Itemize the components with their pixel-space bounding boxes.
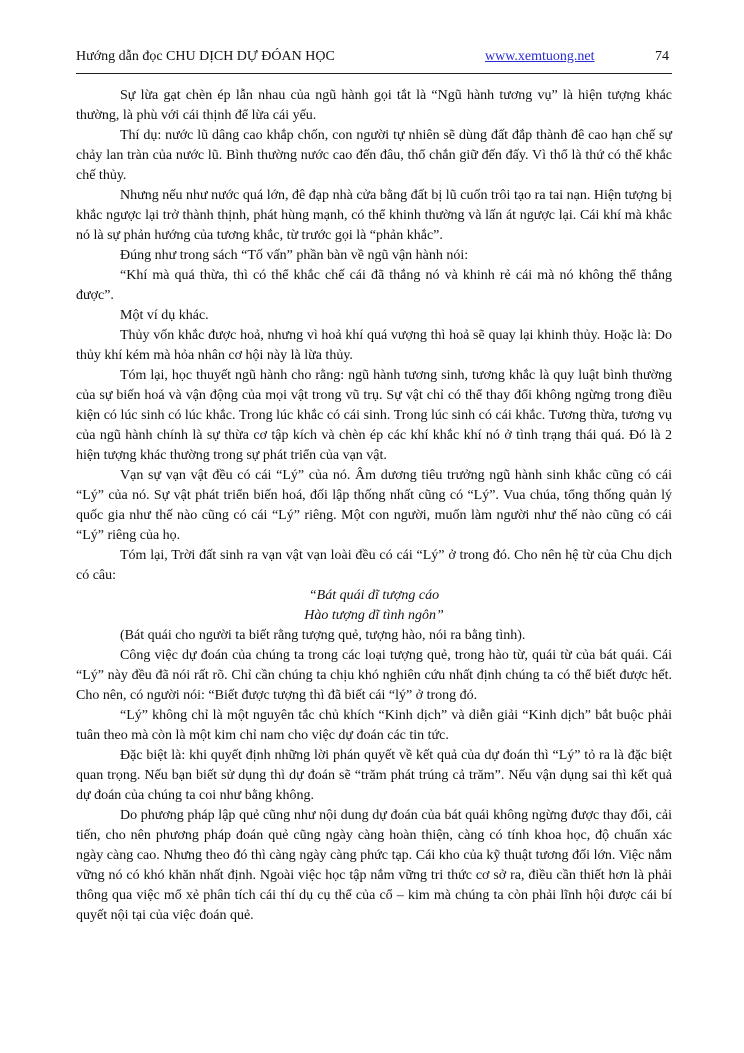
header-title: Hướng dẫn đọc CHU DỊCH DỰ ĐÓAN HỌC xyxy=(76,49,335,64)
paragraph: Tóm lại, học thuyết ngũ hành cho rằng: ngũ hành tương sinh, tương khắc là quy luật bình thường của sự biến hoá và vận động của mọi vật trong vũ trụ. Sự vật chỉ có thể thay đổi không ngừng trong điều kiện có lúc sinh có lúc khắc. Trong lúc khắc có cái sinh. Trong lúc sinh có cái khắc. Tương thừa, tương vụ của ngũ hành chính là sự thừa cơ tập kích và chèn ép các khí khắc khí nó ở tình trạng thái quá. Đó là 2 hiện tượng khác thường trong sự phát triển của vạn vật. xyxy=(76,368,672,463)
document-page xyxy=(76,0,672,1053)
page-number: 74 xyxy=(655,49,669,64)
paragraph: “Lý” không chỉ là một nguyên tắc chủ khích “Kinh dịch” và diễn giải “Kinh dịch” bắt buộc phải tuân theo mà còn là một kim chỉ nam cho việc dự đoán các tin tức. xyxy=(76,708,672,743)
paragraph: Một ví dụ khác. xyxy=(120,308,209,323)
paragraph: Thí dụ: nước lũ dâng cao khắp chốn, con người tự nhiên sẽ dùng đất đắp thành đê cao hạn chế sự chảy lan tràn của nước lũ. Bình thường nước cao đến đâu, thổ chắn giữ đến đấy. Vì thổ là thứ có thể khắc chế thủy. xyxy=(76,128,672,183)
quote-line: Hào tượng dĩ tình ngôn” xyxy=(304,608,444,623)
page-header xyxy=(76,48,672,68)
quote-line: “Bát quái dĩ tượng cáo xyxy=(308,588,440,603)
paragraph: Thủy vốn khắc được hoả, nhưng vì hoả khí quá vượng thì hoả sẽ quay lại khinh thủy. Hoặc là: Do thủy khí kém mà hỏa nhân cơ hội này là lừa thủy. xyxy=(76,328,672,363)
paragraph: (Bát quái cho người ta biết rằng tượng quẻ, tượng hào, nói ra bằng tình). xyxy=(120,628,526,643)
website-link[interactable]: www.xemtuong.net xyxy=(485,49,595,64)
header-divider xyxy=(76,73,672,74)
paragraph: Đặc biệt là: khi quyết định những lời phán quyết về kết quả của dự đoán thì “Lý” tỏ ra là đặc biệt quan trọng. Nếu bạn biết sử dụng thì dự đoán sẽ “trăm phát trúng cả trăm”. Nếu vận dụng sai thì kết quả dự đoán của chúng ta coi như bằng không. xyxy=(76,748,672,803)
paragraph: Do phương pháp lập quẻ cũng như nội dung dự đoán của bát quái không ngừng được thay đổi, cải tiến, cho nên phương pháp đoán quẻ cũng ngày càng hoàn thiện, càng có tính khoa học, độ chuẩn xác ngày càng cao. Nhưng theo đó thì càng ngày càng phức tạp. Cái kho của kỹ thuật tương đối lớn. Việc nắm vững nó có khó khăn nhất định. Ngoài việc học tập nắm vững tri thức cơ sở ra, điều cần thiết hơn là phải thông qua việc mổ xẻ phân tích cái thí dụ cụ thể của cổ – kim mà chúng ta còn phải lĩnh hội được cái bí quyết nội tại của việc đoán quẻ. xyxy=(76,808,672,923)
paragraph: Đúng như trong sách “Tố vấn” phần bàn về ngũ vận hành nói: xyxy=(120,248,469,263)
paragraph: Nhưng nếu như nước quá lớn, đê đạp nhà cửa bằng đất bị lũ cuốn trôi tạo ra tai nạn. Hiện tượng bị khắc ngược lại trở thành thịnh, phát hùng mạnh, có thể khinh thường và lấn át ngược lại. Cái khí mà khắc nó là sự phản hướng của tương khắc, từ trước gọi là “phản khắc”. xyxy=(76,188,672,243)
paragraph: Công việc dự đoán của chúng ta trong các loại tượng quẻ, trong hào từ, quái từ của bát quái. Cái “Lý” này đều đã nói rất rõ. Chỉ cần chúng ta chịu khó nghiên cứu nhất định chúng ta có thể biết được hết. Cho nên, có người nói: “Biết được tượng thì đã biết cái “lý” ở trong đó. xyxy=(76,648,672,703)
paragraph: Sự lừa gạt chèn ép lẫn nhau của ngũ hành gọi tắt là “Ngũ hành tương vụ” là hiện tượng khác thường, là phù với cái thịnh để lừa cái yếu. xyxy=(76,88,672,123)
paragraph: Vạn sự vạn vật đều có cái “Lý” của nó. Âm dương tiêu trưởng ngũ hành sinh khắc cũng có cái “Lý” của nó. Sự vật phát triển biến hoá, đối lập thống nhất cũng có “Lý”. Vua chúa, tổng thống quản lý quốc gia như thế nào cũng có cái “Lý” riêng. Một con người, muốn làm người như thế nào cũng có cái “Lý” riêng của họ. xyxy=(76,468,672,543)
document-body xyxy=(76,86,672,926)
paragraph: “Khí mà quá thừa, thì có thể khắc chế cái đã thắng nó và khinh rẻ cái mà nó không thể thắng được”. xyxy=(76,268,672,303)
paragraph: Tóm lại, Trời đất sinh ra vạn vật vạn loài đều có cái “Lý” ở trong đó. Cho nên hệ từ của Chu dịch có câu: xyxy=(76,548,672,583)
